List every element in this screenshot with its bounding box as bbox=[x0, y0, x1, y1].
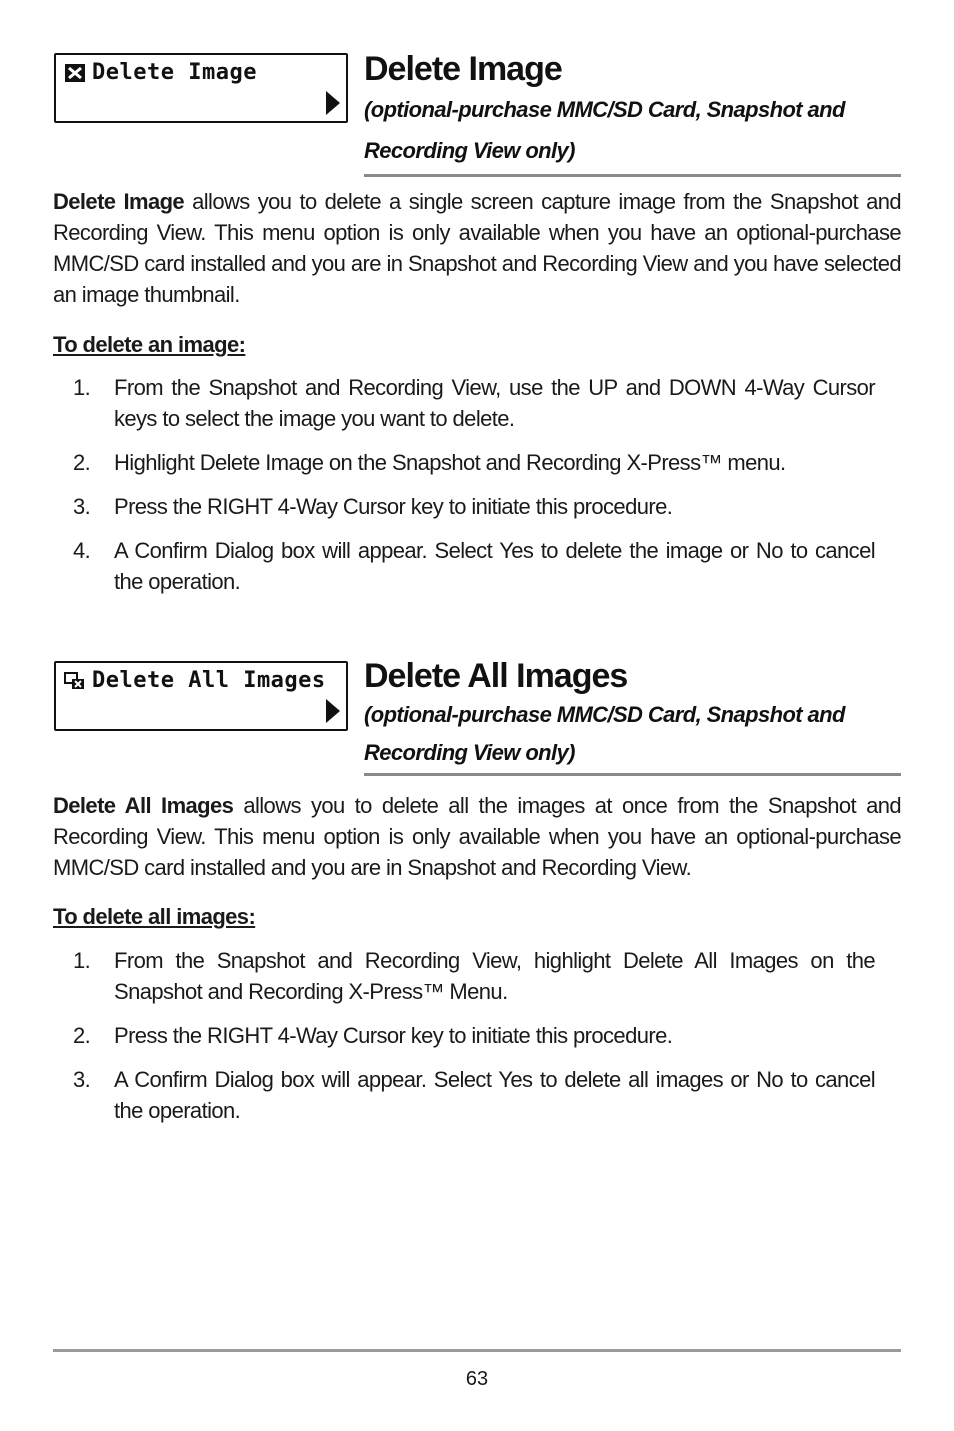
x-box-icon bbox=[64, 62, 86, 84]
list-item: 2. Highlight Delete Image on the Snapshot and Recording X-Press™ menu. bbox=[73, 450, 786, 475]
delete-all-images-menu-box bbox=[54, 661, 348, 731]
delete-image-menu-label: Delete Image bbox=[92, 60, 257, 85]
delete-image-title: Delete Image bbox=[364, 50, 562, 88]
delete-all-images-title: Delete All Images bbox=[364, 657, 628, 695]
delete-image-procedure-title: To delete an image: bbox=[53, 332, 246, 357]
delete-all-images-menu-row bbox=[64, 668, 326, 693]
delete-all-images-menu-label: Delete All Images bbox=[92, 668, 326, 693]
delete-image-desc-text: allows you to delete a single screen capture image from the Snapshot and Recording View. This menu option is only available when you have an optional-purchase MMC/SD card installed and you are in Snapshot and Recording View and you have selected an image thumbnail. bbox=[53, 189, 901, 307]
delete-image-heading-rule bbox=[364, 174, 901, 177]
list-item: 1. From the Snapshot and Recording View, use the UP and DOWN 4-Way Cursor keys to select the image you want to delete. bbox=[73, 375, 875, 431]
delete-image-subtitle-1: (optional-purchase MMC/SD Card, Snapshot and bbox=[364, 97, 845, 122]
multi-x-icon bbox=[64, 670, 86, 692]
list-item: 2. Press the RIGHT 4-Way Cursor key to initiate this procedure. bbox=[73, 1023, 673, 1048]
list-item: 4. A Confirm Dialog box will appear. Select Yes to delete the image or No to cancel the operation. bbox=[73, 538, 875, 594]
right-arrow-icon bbox=[326, 91, 340, 115]
delete-image-subtitle-2: Recording View only) bbox=[364, 138, 575, 163]
delete-all-images-desc-text: allows you to delete all the images at once from the Snapshot and Recording View. This menu option is only available when you have an optional-purchase MMC/SD card installed and you are in Snapshot and Recording View. bbox=[53, 793, 902, 880]
delete-all-images-description bbox=[53, 790, 901, 883]
list-item: 1. From the Snapshot and Recording View, highlight Delete All Images on the Snapshot and Recording X-Press™ Menu. bbox=[73, 948, 875, 1004]
delete-all-images-heading bbox=[364, 656, 901, 772]
page-number: 63 bbox=[465, 1368, 489, 1390]
delete-image-steps bbox=[53, 372, 875, 610]
delete-image-menu-row bbox=[64, 60, 257, 85]
delete-image-heading bbox=[364, 49, 901, 171]
delete-all-images-subtitle-1: (optional-purchase MMC/SD Card, Snapshot and bbox=[364, 702, 845, 727]
delete-all-images-subtitle-2: Recording View only) bbox=[364, 740, 575, 765]
list-item: 3. Press the RIGHT 4-Way Cursor key to initiate this procedure. bbox=[73, 494, 673, 519]
delete-image-menu-box bbox=[54, 53, 348, 123]
delete-all-images-steps bbox=[53, 945, 875, 1139]
delete-image-desc-bold: Delete Image bbox=[53, 189, 185, 214]
footer-rule bbox=[53, 1349, 901, 1352]
list-item: 3. A Confirm Dialog box will appear. Select Yes to delete all images or No to cancel the operation. bbox=[73, 1067, 875, 1123]
right-arrow-icon bbox=[326, 699, 340, 723]
delete-all-images-heading-rule bbox=[364, 773, 901, 776]
delete-image-description bbox=[53, 186, 901, 310]
delete-all-images-procedure-title: To delete all images: bbox=[53, 904, 256, 929]
delete-all-images-desc-bold: Delete All Images bbox=[53, 793, 234, 818]
